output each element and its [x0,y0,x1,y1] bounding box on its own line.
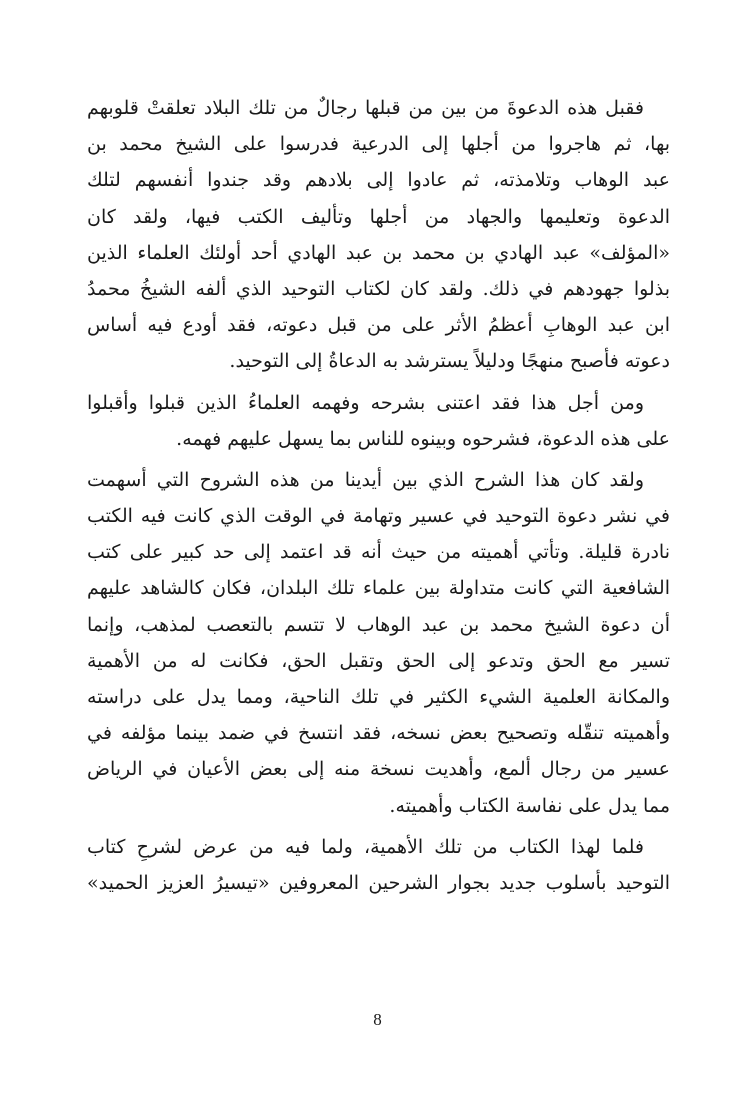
text-line: على هذه الدعوة، فشرحوه وبينوه للناس بما يسهل عليهم فهمه. [176,427,670,450]
text-line: وأهميته تنقّله وتصحيح بعض نسخه، فقد انتسخ في ضمد بينما مؤلفه في [87,722,670,745]
text-line: تسير مع الحق وتدعو إلى الحق وتقبل الحق، فكانت له من الأهمية [87,649,670,672]
paragraph [87,829,670,901]
paragraph [87,90,670,380]
text-line: مما يدل على نفاسة الكتاب وأهميته. [389,794,670,817]
paragraph [87,462,670,824]
text-line: بها، ثم هاجروا من أجلها إلى الدرعية فدرسوا على الشيخ محمد بن [87,133,670,156]
text-line: ابن عبد الوهابِ أعظمُ الأثر على من قبل دعوته، فقد أودع فيه أساس [87,314,670,337]
body-text [87,90,670,901]
text-line: عسير من رجال ألمع، وأهديت نسخة منه إلى بعض الأعيان في الرياض [87,758,670,781]
paragraph [87,385,670,457]
text-line: فقبل هذه الدعوةَ من بين من قبلها رجالٌ من تلك البلاد تعلقتْ قلوبهم [87,97,644,119]
text-line: أن دعوة الشيخ محمد بن عبد الوهاب لا تتسم بالتعصب لمذهب، وإنما [87,613,670,636]
text-line: عبد الوهاب وتلامذته، ثم عادوا إلى بلادهم وقد جندوا أنفسهم لتلك [87,169,670,192]
text-line: والمكانة العلمية الشيء الكثير في تلك الناحية، ومما يدل على دراسته [87,686,670,708]
text-line: في نشر دعوة التوحيد في عسير وتهامة في الوقت الذي كانت فيه الكتب [87,505,670,528]
text-line: ومن أجل هذا فقد اعتنى بشرحه وفهمه العلماءُ الذين قبلوا وأقبلوا [87,391,644,414]
text-line: نادرة قليلة. وتأتي أهميته من حيث أنه قد اعتمد إلى حد كبير على كتب [87,541,670,564]
text-line: الشافعية التي كانت متداولة بين علماء تلك البلدان، فكان كالشاهد عليهم [87,577,670,600]
text-line: «المؤلف» عبد الهادي بن محمد بن عبد الهادي أحد أولئك العلماء الذين [87,241,670,264]
page-number: 8 [373,1010,382,1029]
text-line: فلما لهذا الكتاب من تلك الأهمية، ولما فيه من عرض لشرحِ كتاب [87,835,644,858]
text-line: الدعوة وتعليمها والجهاد من أجلها وتأليف الكتب فيها، ولقد كان [87,205,670,228]
text-line: دعوته فأصبح منهجًا ودليلاً يسترشد به الدعاةُ إلى التوحيد. [229,350,670,373]
text-line: التوحيد بأسلوب جديد بجوار الشرحين المعروفين «تيسيرُ العزيز الحميد» [87,871,670,894]
text-line: ولقد كان هذا الشرح الذي بين أيدينا من هذه الشروح التي أسهمت [87,468,644,491]
text-line: بذلوا جهودهم في ذلك. ولقد كان لكتاب التوحيد الذي ألفه الشيخُ محمدُ [87,277,670,300]
